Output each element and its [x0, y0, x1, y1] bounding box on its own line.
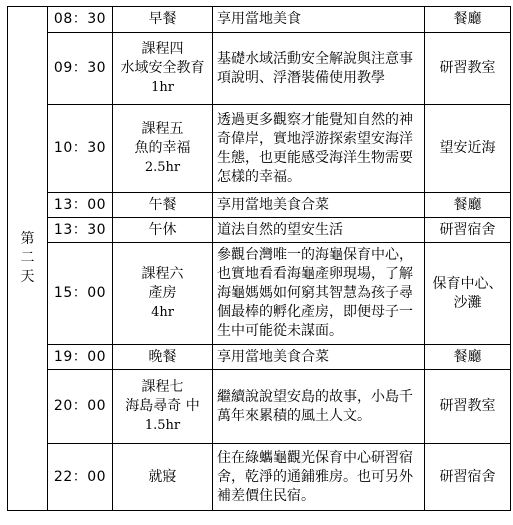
day-char: 二: [20, 250, 35, 266]
day-char: 天: [20, 269, 35, 285]
day-label: [8, 7, 48, 511]
course-cell: [113, 243, 213, 345]
day-char: 第: [20, 231, 35, 247]
location-cell: [425, 444, 511, 511]
course-title: 午餐: [148, 196, 177, 213]
description-cell: 道法自然的望安生活: [213, 218, 425, 243]
time-cell: 13：00: [48, 193, 113, 218]
table-row: [8, 444, 511, 511]
table-row: [8, 193, 511, 218]
description-cell: 參觀台灣唯一的海龜保育中心，也實地看看海龜產卵現場，了解海龜媽媽如何窮其智慧為孩子尋個最棒的孵化產房，即便母子一生中可能從未謀面。: [213, 243, 425, 345]
time-cell: 22：00: [48, 444, 113, 511]
course-title: 晚餐: [148, 348, 177, 365]
time-cell: 09：30: [48, 33, 113, 105]
description-cell: 享用當地美食: [213, 7, 425, 33]
course-duration: 1hr: [151, 80, 174, 95]
location-text: 餐廳: [453, 196, 482, 213]
table-row: [8, 243, 511, 345]
location-cell: [425, 33, 511, 105]
location-text: 望安近海: [439, 140, 496, 156]
course-title: 就寢: [148, 468, 177, 485]
table-row: [8, 33, 511, 105]
course-cell: [113, 345, 213, 370]
description-cell: 享用當地美食合菜: [213, 193, 425, 218]
location-cell: [425, 218, 511, 243]
location-text: 研習宿舍: [439, 468, 496, 485]
time-cell: 08：30: [48, 7, 113, 33]
course-duration: 1.5hr: [144, 418, 181, 433]
course-cell: [113, 370, 213, 444]
course-number: 課程五: [141, 121, 184, 137]
course-cell: [113, 7, 213, 33]
time-cell: 19：00: [48, 345, 113, 370]
description-cell: 享用當地美食合菜: [213, 345, 425, 370]
course-cell: [113, 33, 213, 105]
course-title: 產房: [148, 285, 177, 301]
time-cell: 10：30: [48, 105, 113, 193]
location-text: 研習教室: [439, 398, 496, 414]
location-cell: [425, 105, 511, 193]
location-cell: [425, 193, 511, 218]
course-duration: 4hr: [151, 305, 174, 320]
table-row: [8, 7, 511, 33]
course-cell: [113, 193, 213, 218]
location-text: 餐廳: [453, 11, 482, 27]
description-cell: 基礎水域活動安全解說與注意事項說明、浮潛裝備使用教學: [213, 33, 425, 105]
table-row: [8, 218, 511, 243]
course-number: 課程四: [141, 41, 184, 57]
course-title: 午休: [148, 221, 177, 238]
time-cell: 20：00: [48, 370, 113, 444]
course-number: 課程六: [141, 266, 184, 282]
location-cell: [425, 370, 511, 444]
description-cell: 繼續說說望安島的故事，小島千萬年來累積的風土人文。: [213, 370, 425, 444]
course-duration: 2.5hr: [144, 160, 181, 175]
course-cell: [113, 105, 213, 193]
location-cell: [425, 7, 511, 33]
location-text: 保育中心、: [432, 275, 503, 292]
location-cell: [425, 345, 511, 370]
location-text: 餐廳: [453, 348, 482, 365]
table-row: [8, 370, 511, 444]
course-cell: [113, 218, 213, 243]
description-cell: 透過更多觀察才能覺知自然的神奇偉岸，實地浮游探索望安海洋生態，也更能感受海洋生物需要怎樣的幸福。: [213, 105, 425, 193]
table-row: [8, 345, 511, 370]
course-title: 早餐: [148, 11, 177, 27]
time-cell: 15：00: [48, 243, 113, 345]
location-text: 沙灘: [453, 294, 482, 311]
course-cell: [113, 444, 213, 511]
course-title: 水域安全教育: [120, 60, 205, 76]
time-cell: 13：30: [48, 218, 113, 243]
course-title: 海島尋奇 中: [125, 398, 200, 414]
description-cell: 住在綠蠵龜觀光保育中心研習宿舍，乾淨的通鋪雅房。也可另外補差價住民宿。: [213, 444, 425, 511]
location-cell: [425, 243, 511, 345]
location-text: 研習教室: [439, 60, 496, 76]
course-title: 魚的幸福: [134, 140, 191, 156]
schedule-table: [7, 6, 511, 511]
location-text: 研習宿舍: [439, 221, 496, 238]
table-row: [8, 105, 511, 193]
course-number: 課程七: [141, 379, 184, 395]
